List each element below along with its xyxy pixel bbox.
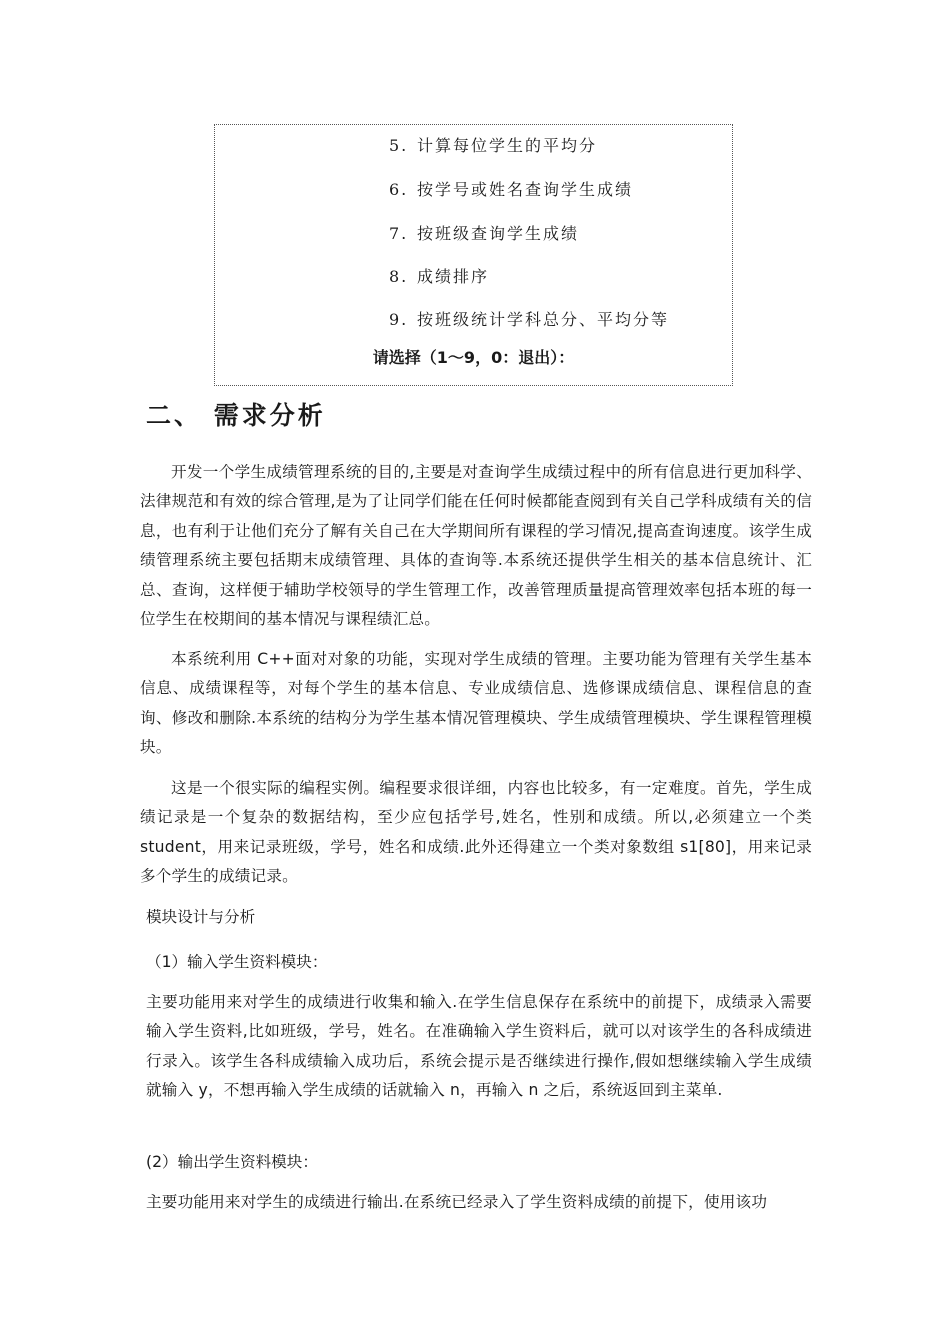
menu-item-5 bbox=[389, 133, 597, 156]
section-heading: 二、 需求分析 bbox=[146, 401, 326, 430]
paragraph-features: 本系统利用 C++面对对象的功能，实现对学生成绩的管理。主要功能为管理有关学生基本信息、成绩课程等，对每个学生的基本信息、专业成绩信息、选修课成绩信息、课程信息的查询、修改和删除.本系统的结构分为学生基本情况管理模块、学生成绩管理模块、学生课程管理模块。 bbox=[140, 650, 812, 757]
paragraph-example: 这是一个很实际的编程实例。编程要求很详细，内容也比较多，有一定难度。首先，学生成绩记录是一个复杂的数据结构，至少应包括学号,姓名，性别和成绩。所以,必须建立一个类 student，用来记录班级，学号，姓名和成绩.此外还得建立一个类对象数组 s1[80]，用来记录多个学生的成绩记录。 bbox=[140, 779, 812, 886]
menu-item-number: 5. bbox=[389, 136, 409, 155]
menu-item-number: 6. bbox=[389, 180, 409, 199]
menu-box bbox=[214, 124, 733, 386]
menu-prompt: 请选择（1～9，0：退出）： bbox=[372, 348, 575, 367]
menu-item-label: 计算每位学生的平均分 bbox=[417, 136, 598, 155]
menu-item-6 bbox=[389, 177, 633, 200]
paragraph-purpose: 开发一个学生成绩管理系统的目的,主要是对查询学生成绩过程中的所有信息进行更加科学、法律规范和有效的综合管理,是为了让同学们能在任何时候都能查阅到有关自己学科成绩有关的信息，也有利于让他们充分了解有关自己在大学期间所有课程的学习情况,提高查询速度。该学生成绩管理系统主要包括期末成绩管理、具体的查询等.本系统还提供学生相关的基本信息统计、汇总、查询，这样便于辅助学校领导的学生管理工作，改善管理质量提高管理效率包括本班的每一位学生在校期间的基本情况与课程绩汇总。 bbox=[140, 463, 812, 629]
menu-item-label: 按班级统计学科总分、平均分等 bbox=[417, 310, 670, 329]
menu-item-number: 7. bbox=[389, 224, 409, 243]
menu-item-number: 8. bbox=[389, 267, 409, 286]
module-output-body: 主要功能用来对学生的成绩进行输出.在系统已经录入了学生资料成绩的前提下，使用该功 bbox=[146, 1193, 768, 1211]
module-input-title: （1）输入学生资料模块： bbox=[146, 953, 328, 971]
menu-item-8 bbox=[389, 264, 489, 287]
module-title: 模块设计与分析 bbox=[146, 908, 256, 926]
menu-item-label: 成绩排序 bbox=[417, 267, 490, 286]
menu-item-label: 按学号或姓名查询学生成绩 bbox=[417, 180, 634, 199]
menu-item-number: 9. bbox=[389, 310, 409, 329]
module-input-body: 主要功能用来对学生的成绩进行收集和输入.在学生信息保存在系统中的前提下，成绩录入需要输入学生资料,比如班级，学号，姓名。在准确输入学生资料后，就可以对该学生的各科成绩进行录入。该学生各科成绩输入成功后，系统会提示是否继续进行操作,假如想继续输入学生成绩就输入 y，不想再输入学生成绩的话就输入 n，再输入 n 之后，系统返回到主菜单. bbox=[146, 993, 812, 1100]
menu-item-9 bbox=[389, 307, 669, 330]
module-output-title: (2）输出学生资料模块： bbox=[146, 1153, 318, 1171]
menu-item-label: 按班级查询学生成绩 bbox=[417, 224, 580, 243]
menu-item-7 bbox=[389, 221, 579, 244]
